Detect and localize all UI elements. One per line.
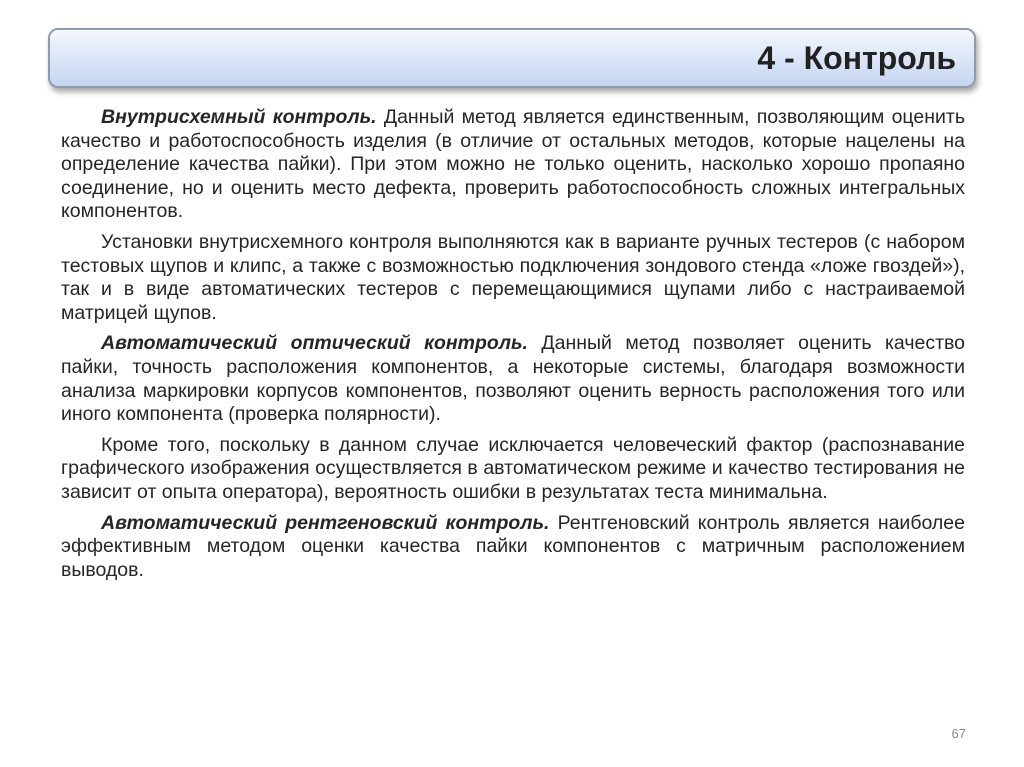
paragraph-text: Данный метод является единственным, позволяющим оценить качество и работоспособность изделия (в отличие от остальных методов, которые нацелены на определение качества пайки). При этом можно не только оценить, насколько хорошо пропаяно соединение, но и оценить место дефекта, проверить работоспособность сложных интегральных компонентов.	[61, 106, 965, 223]
paragraph-text: Данный метод позволяет оценить качество пайки, точность расположения компонентов, а некоторые системы, благодаря возможности анализа маркировки корпусов компонентов, позволяют оценить верность расположения того или иного компонента (проверка полярности).	[61, 332, 965, 426]
paragraph-xray-inspection	[61, 512, 965, 583]
title-bar	[48, 28, 976, 88]
paragraph-optical-inspection	[61, 332, 965, 426]
slide-title: 4 - Контроль	[757, 40, 956, 76]
paragraph-in-circuit-setups	[61, 231, 965, 325]
slide-body	[61, 106, 965, 589]
paragraph-lead: Автоматический рентгеновский контроль.	[101, 511, 550, 534]
paragraph-text: Установки внутрисхемного контроля выполняются как в варианте ручных тестеров (с набором тестовых щупов и клипс, а также с возможностью подключения зондового стенда «ложе гвоздей»), так и в виде автоматических тестеров с перемещающимися щупами либо с настраиваемой матрицей щупов.	[61, 230, 965, 324]
paragraph-text: Кроме того, поскольку в данном случае исключается человеческий фактор (распознавание графического изображения осуществляется в автоматическом режиме и качество тестирования не зависит от опыта оператора), вероятность ошибки в результатах теста минимальна.	[61, 433, 965, 503]
paragraph-lead: Автоматический оптический контроль.	[101, 332, 528, 355]
paragraph-in-circuit-testing	[61, 106, 965, 224]
paragraph-human-factor	[61, 434, 965, 505]
paragraph-text: Рентгеновский контроль является наиболее эффективным методом оценки качества пайки компонентов с матричным расположением выводов.	[61, 511, 965, 581]
paragraph-lead: Внутрисхемный контроль.	[101, 106, 377, 128]
page-number: 67	[951, 726, 966, 741]
